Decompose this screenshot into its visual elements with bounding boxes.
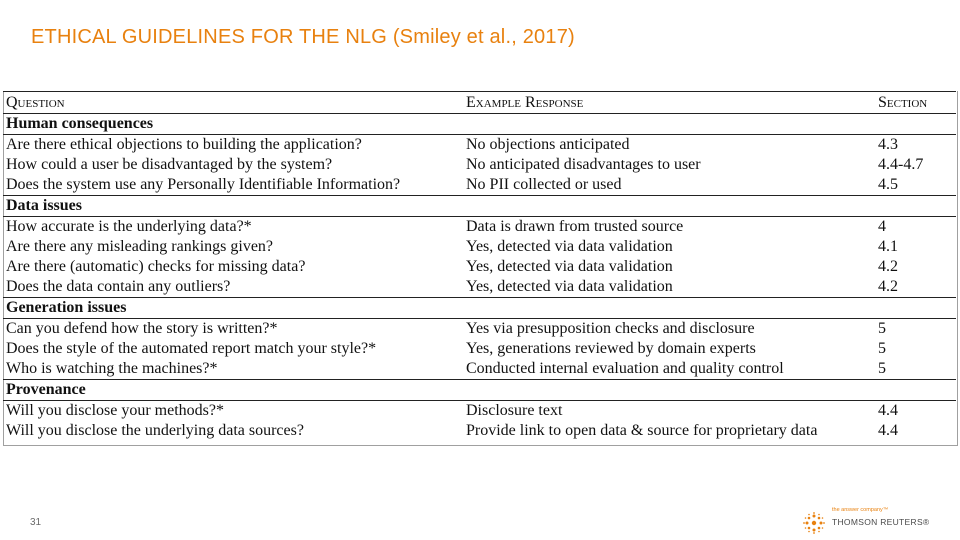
question-cell: Does the system use any Personally Identifiable Information? [6,176,401,193]
section-cell: 4.4 [878,402,898,419]
table-row [3,135,956,156]
table-row [3,155,956,175]
header-response: Example Response [463,92,875,114]
section-cell: 4 [878,218,886,235]
question-cell: Will you disclose the underlying data sources? [6,422,304,439]
thomson-reuters-logo-icon [803,512,825,534]
table-header-row [3,92,956,114]
group-name: Human consequences [3,114,956,135]
response-cell: Yes, generations reviewed by domain experts [466,340,756,357]
response-cell: No PII collected or used [466,176,622,193]
section-cell: 5 [878,320,886,337]
table-row [3,401,956,422]
question-cell: Are there ethical objections to building the application? [6,136,362,153]
section-cell: 4.5 [878,176,898,193]
table-row [3,277,956,298]
logo-tagline: the answer company™ [832,507,889,513]
guidelines-table [3,91,956,441]
slide-title: ETHICAL GUIDELINES FOR THE NLG (Smiley et al., 2017) [31,26,575,48]
logo-name: THOMSON REUTERS® [832,517,930,527]
group-name: Provenance [3,380,956,401]
section-cell: 5 [878,340,886,357]
table-row [3,217,956,238]
section-cell: 4.1 [878,238,898,255]
question-cell: Can you defend how the story is written?* [6,320,278,337]
section-cell: 4.4 [878,422,898,439]
table-row [3,339,956,359]
response-cell: Provide link to open data & source for proprietary data [466,422,818,439]
section-cell: 5 [878,360,886,377]
response-cell: Yes, detected via data validation [466,278,673,295]
table-row [3,319,956,340]
header-section: Section [875,92,956,114]
group-name: Data issues [3,196,956,217]
table-row [3,175,956,196]
group-row [3,298,956,319]
question-cell: Are there (automatic) checks for missing data? [6,258,306,275]
question-cell: How could a user be disadvantaged by the system? [6,156,333,173]
table-row [3,237,956,257]
response-cell: No anticipated disadvantages to user [466,156,701,173]
page-number: 31 [30,517,42,528]
group-row [3,196,956,217]
group-row [3,114,956,135]
response-cell: No objections anticipated [466,136,630,153]
response-cell: Yes, detected via data validation [466,258,673,275]
response-cell: Data is drawn from trusted source [466,218,684,235]
question-cell: Are there any misleading rankings given? [6,238,274,255]
header-question: Question [3,92,463,114]
response-cell: Conducted internal evaluation and quality control [466,360,784,377]
question-cell: How accurate is the underlying data?* [6,218,252,235]
question-cell: Does the data contain any outliers? [6,278,231,295]
section-cell: 4.2 [878,278,898,295]
section-cell: 4.3 [878,136,898,153]
question-cell: Who is watching the machines?* [6,360,218,377]
table-row [3,257,956,277]
table-row [3,421,956,441]
question-cell: Will you disclose your methods?* [6,402,224,419]
response-cell: Yes via presupposition checks and disclosure [466,320,755,337]
section-cell: 4.2 [878,258,898,275]
group-row [3,380,956,401]
question-cell: Does the style of the automated report match your style?* [6,340,377,357]
response-cell: Disclosure text [466,402,563,419]
thomson-reuters-logo [803,507,943,533]
response-cell: Yes, detected via data validation [466,238,673,255]
table-row [3,359,956,380]
section-cell: 4.4-4.7 [878,156,924,173]
group-name: Generation issues [3,298,956,319]
